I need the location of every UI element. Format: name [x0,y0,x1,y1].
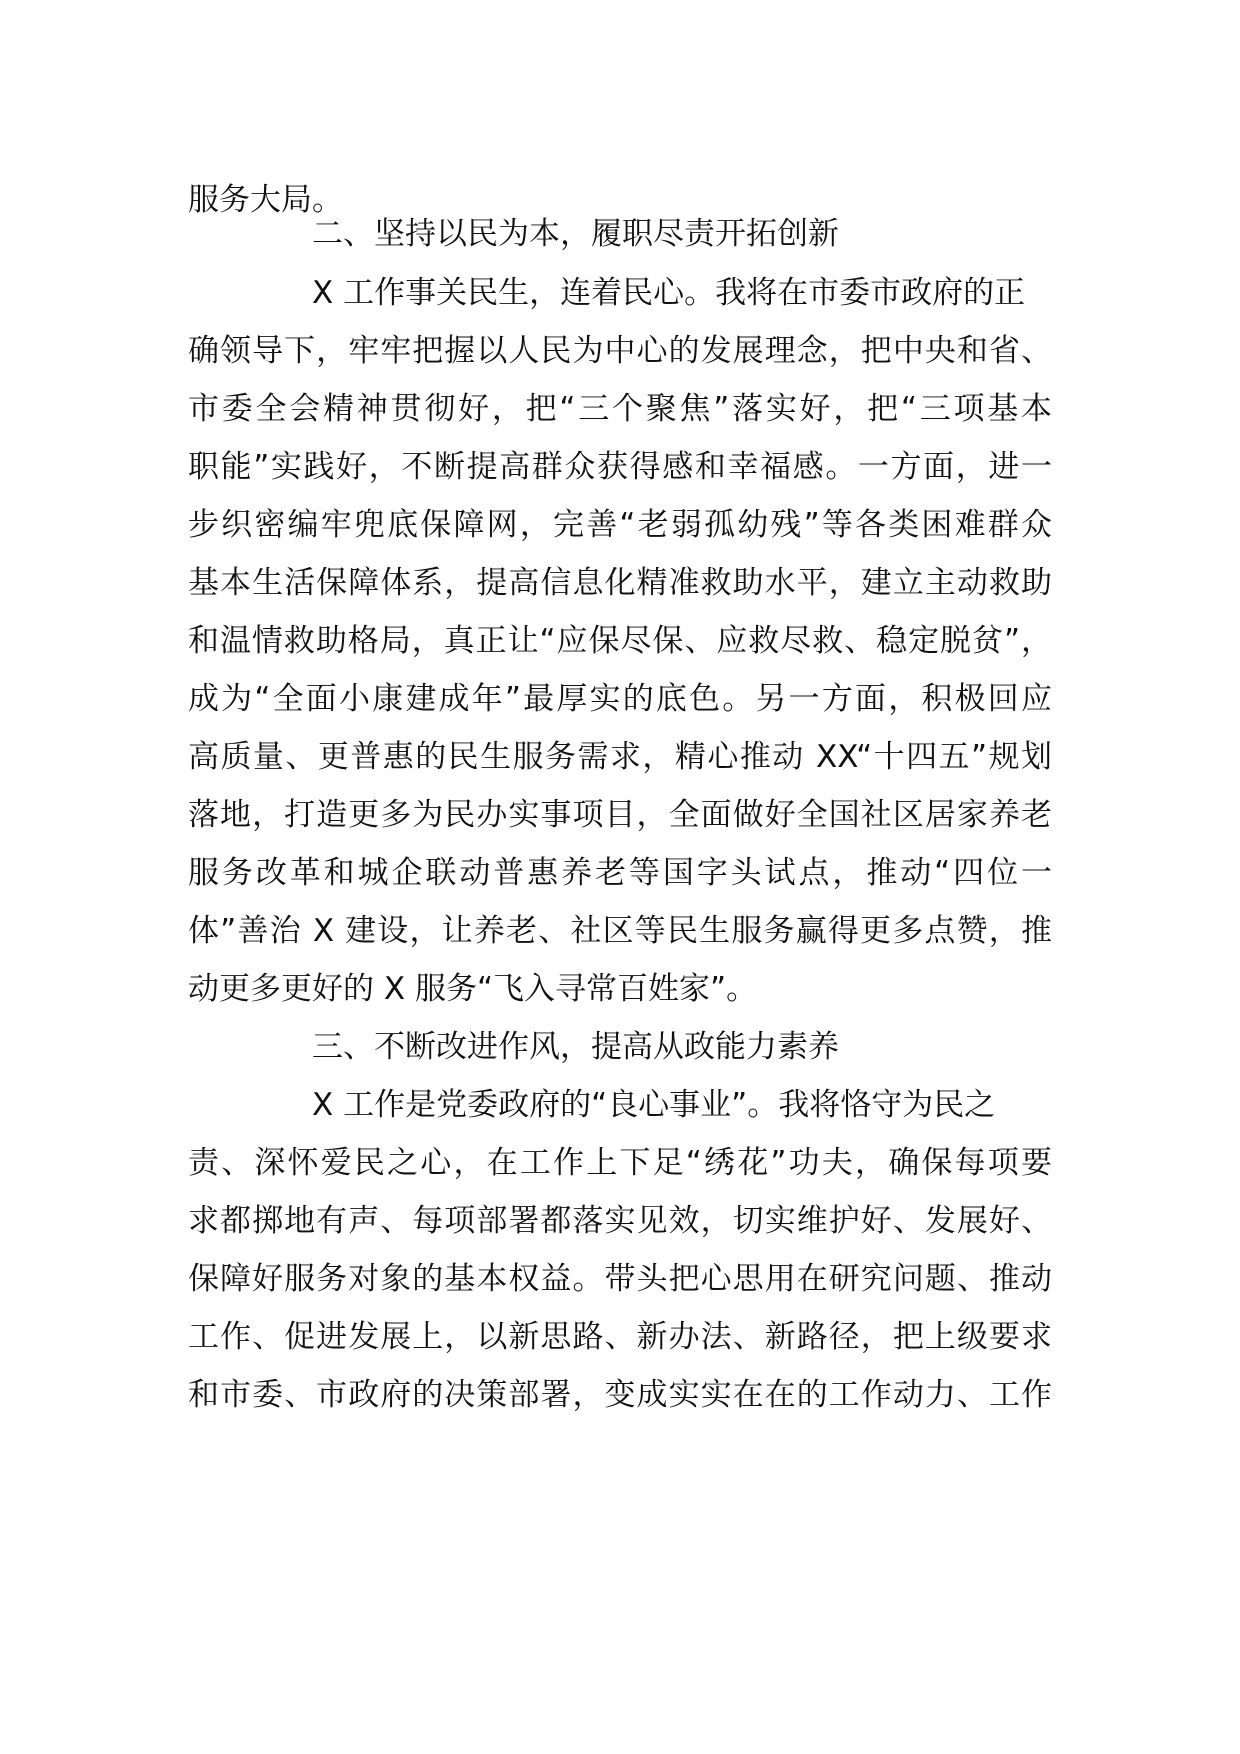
text-line-21: 工作、促进发展上，以新思路、新办法、新路径，把上级要求 [188,1319,1052,1355]
text-line-18: 责、深怀爱民之心，在工作上下足“绣花”功夫，确保每项要 [188,1145,1052,1181]
text-line-14: 体”善治 X 建设，让养老、社区等民生服务赢得更多点赞，推 [188,913,1052,949]
text-line-7: 步织密编牢兜底保障网，完善“老弱孤幼残”等各类困难群众 [188,507,1052,543]
text-line-4: 确领导下，牢牢把握以人民为中心的发展理念，把中央和省、 [188,333,1052,369]
text-line-11: 高质量、更普惠的民生服务需求，精心推动 XX“十四五”规划 [188,739,1052,775]
text-line-3: X 工作事关民生，连着民心。我将在市委市政府的正 [312,275,1026,311]
text-line-6: 职能”实践好，不断提高群众获得感和幸福感。一方面，进一 [188,449,1052,485]
text-line-19: 求都掷地有声、每项部署都落实见效，切实维护好、发展好、 [188,1203,1052,1239]
section-heading-3: 三、不断改进作风，提高从政能力素养 [312,1029,839,1065]
text-line-15: 动更多更好的 X 服务“飞入寻常百姓家”。 [188,971,758,1007]
text-line-5: 市委全会精神贯彻好，把“三个聚焦”落实好，把“三项基本 [188,391,1052,427]
text-line-10: 成为“全面小康建成年”最厚实的底色。另一方面，积极回应 [188,681,1052,717]
section-heading-2: 二、坚持以民为本，履职尽责开拓创新 [312,216,839,252]
text-line-9: 和温情救助格局，真正让“应保尽保、应救尽救、稳定脱贫”， [188,623,1052,659]
text-line-8: 基本生活保障体系，提高信息化精准救助水平，建立主动救助 [188,565,1052,601]
text-line-20: 保障好服务对象的基本权益。带头把心思用在研究问题、推动 [188,1261,1052,1297]
text-line-22: 和市委、市政府的决策部署，变成实实在在的工作动力、工作 [188,1377,1052,1413]
text-line-12: 落地，打造更多为民办实事项目，全面做好全国社区居家养老 [188,797,1052,833]
text-line-13: 服务改革和城企联动普惠养老等国字头试点，推动“四位一 [188,855,1052,891]
text-line-1: 服务大局。 [188,182,343,218]
text-line-17: X 工作是党委政府的“良心事业”。我将恪守为民之 [312,1087,996,1123]
